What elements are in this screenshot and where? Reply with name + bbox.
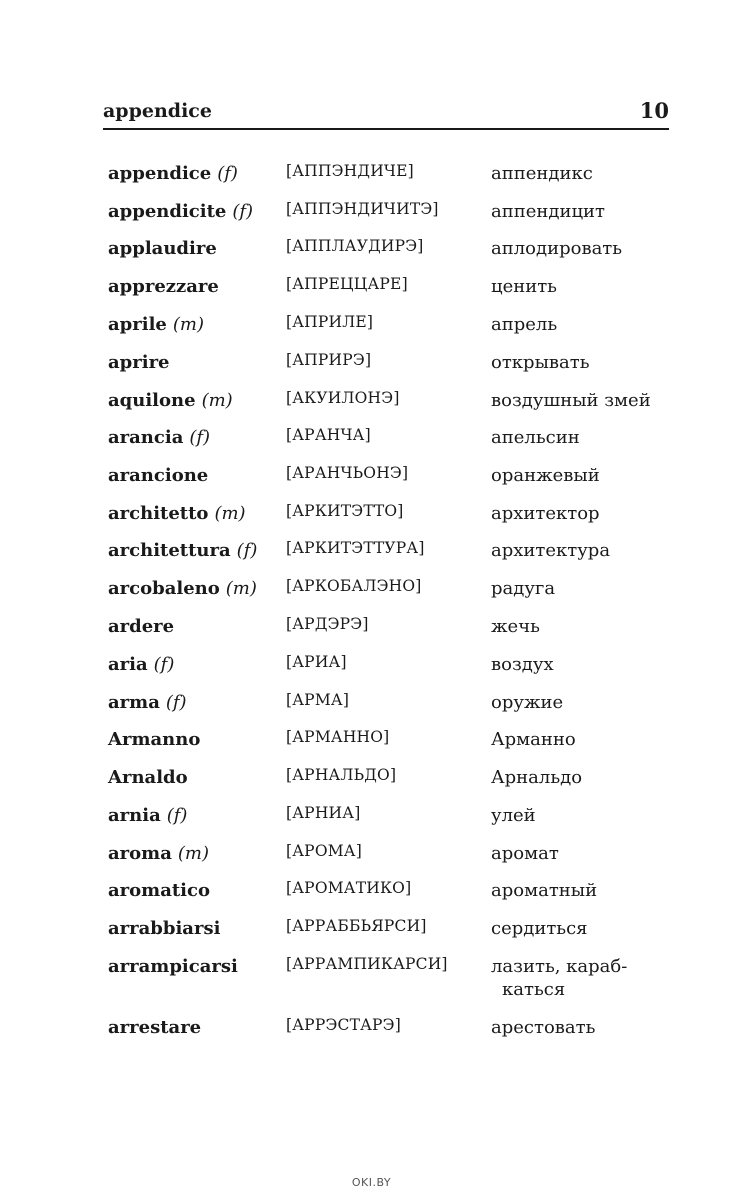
italian-headword [108, 163, 238, 184]
italian-headword [108, 843, 209, 864]
gender-marker: (m) [201, 390, 233, 411]
italian-headword [108, 352, 170, 373]
italian-headword [108, 956, 238, 977]
dictionary-entry [0, 729, 743, 767]
russian-translation [491, 352, 590, 373]
russian-translation [491, 314, 557, 335]
russian-translation [491, 880, 597, 901]
dictionary-entry [0, 427, 743, 465]
translation-line: открывать [491, 352, 590, 373]
russian-translation [491, 616, 540, 637]
headword-text: aquilone [108, 390, 196, 411]
italian-headword [108, 314, 204, 335]
italian-headword [108, 427, 210, 448]
translation-line: арестовать [491, 1017, 596, 1038]
transcription: [АРОМА] [286, 842, 362, 860]
translation-line: Арнальдо [491, 767, 583, 788]
transcription: [АРОМАТИКО] [286, 879, 412, 897]
headword-text: appendice [108, 163, 212, 184]
dictionary-entry [0, 805, 743, 843]
dictionary-entry [0, 503, 743, 541]
headword-text: aria [108, 654, 148, 675]
transcription: [АПРЕЦЦАРЕ] [286, 275, 408, 293]
italian-headword [108, 654, 174, 675]
russian-translation [491, 201, 605, 222]
translation-line: архитектор [491, 503, 600, 524]
russian-translation [491, 956, 627, 1000]
headword-text: arancione [108, 465, 209, 486]
dictionary-entry [0, 843, 743, 881]
header-word: appendice [103, 100, 212, 122]
italian-headword [108, 692, 187, 713]
russian-translation [491, 843, 559, 864]
russian-translation [491, 163, 593, 184]
dictionary-entry [0, 767, 743, 805]
italian-headword [108, 1017, 201, 1038]
headword-text: arrestare [108, 1017, 202, 1038]
headword-text: aprile [108, 314, 167, 335]
russian-translation [491, 767, 582, 788]
dictionary-entry [0, 540, 743, 578]
transcription: [АППЛАУДИРЭ] [286, 237, 424, 255]
transcription: [АРНАЛЬДО] [286, 766, 397, 784]
headword-text: arcobaleno [108, 578, 220, 599]
page-number: 10 [639, 98, 669, 123]
dictionary-entry [0, 465, 743, 503]
transcription: [АРКИТЭТТУРА] [286, 539, 425, 557]
dictionary-entry [0, 238, 743, 276]
transcription: [АРРАББЬЯРСИ] [286, 917, 427, 935]
gender-marker: (f) [189, 427, 211, 448]
russian-translation [491, 654, 554, 675]
headword-text: apprezzare [108, 276, 219, 297]
translation-line: улей [491, 805, 536, 826]
russian-translation [491, 918, 588, 939]
italian-headword [108, 918, 220, 939]
italian-headword [108, 276, 219, 297]
russian-translation [491, 578, 555, 599]
transcription: [АРКОБАЛЭНО] [286, 577, 422, 595]
russian-translation [491, 540, 610, 561]
gender-marker: (f) [232, 201, 254, 222]
italian-headword [108, 729, 200, 750]
translation-line: воздух [491, 654, 554, 675]
transcription: [АРДЭРЭ] [286, 615, 369, 633]
watermark: OKI.BY [351, 1176, 392, 1189]
transcription: [АРАНЧЬОНЭ] [286, 464, 409, 482]
translation-line: оружие [491, 692, 564, 713]
gender-marker: (m) [225, 578, 257, 599]
headword-text: applaudire [108, 238, 217, 259]
italian-headword [108, 767, 188, 788]
gender-marker: (m) [172, 314, 204, 335]
dictionary-entry [0, 163, 743, 201]
headword-text: aromatico [108, 880, 210, 901]
italian-headword [108, 616, 174, 637]
transcription: [АПРИРЭ] [286, 351, 372, 369]
italian-headword [108, 503, 246, 524]
transcription: [АКУИЛОНЭ] [286, 389, 400, 407]
transcription: [АРРЭСТАРЭ] [286, 1016, 401, 1034]
transcription: [АРАНЧА] [286, 426, 371, 444]
headword-text: architettura [108, 540, 231, 561]
transcription: [АРНИА] [286, 804, 361, 822]
translation-line: лазить, караб- [491, 956, 628, 977]
translation-line: Арманно [491, 729, 576, 750]
dictionary-entry [0, 578, 743, 616]
dictionary-entry [0, 692, 743, 730]
translation-line: жечь [491, 616, 540, 637]
russian-translation [491, 805, 536, 826]
gender-marker: (f) [165, 692, 187, 713]
dictionary-entry [0, 352, 743, 390]
translation-line-continued: каться [502, 979, 566, 1000]
dictionary-entry [0, 276, 743, 314]
headword-text: ardere [108, 616, 175, 637]
translation-line: аплодировать [491, 238, 623, 259]
dictionary-entry [0, 956, 743, 1018]
italian-headword [108, 540, 257, 561]
italian-headword [108, 201, 253, 222]
translation-line: радуга [491, 578, 556, 599]
transcription: [АПРИЛЕ] [286, 313, 374, 331]
russian-translation [491, 465, 600, 486]
translation-line: архитектура [491, 540, 611, 561]
headword-text: arrabbiarsi [108, 918, 221, 939]
transcription: [АППЭНДИЧЕ] [286, 162, 414, 180]
transcription: [АРРАМПИКАРСИ] [286, 955, 448, 973]
gender-marker: (f) [166, 805, 188, 826]
russian-translation [491, 390, 651, 411]
headword-text: arrampicarsi [108, 956, 238, 977]
headword-text: appendicite [108, 201, 227, 222]
headword-text: Arnaldo [108, 767, 188, 788]
headword-text: architetto [108, 503, 209, 524]
dictionary-entry [0, 918, 743, 956]
headword-text: aroma [108, 843, 172, 864]
gender-marker: (m) [177, 843, 209, 864]
italian-headword [108, 880, 210, 901]
dictionary-entry [0, 654, 743, 692]
transcription: [АРИА] [286, 653, 347, 671]
russian-translation [491, 1017, 595, 1038]
transcription: [АРМА] [286, 691, 350, 709]
headword-text: arancia [108, 427, 184, 448]
translation-line: сердиться [491, 918, 588, 939]
translation-line: ароматный [491, 880, 598, 901]
russian-translation [491, 692, 563, 713]
gender-marker: (f) [153, 654, 175, 675]
transcription: [АРМАННО] [286, 728, 390, 746]
translation-line: аппендикс [491, 163, 593, 184]
russian-translation [491, 503, 600, 524]
translation-line: воздушный змей [491, 390, 651, 411]
russian-translation [491, 729, 576, 750]
headword-text: arnia [108, 805, 161, 826]
headword-text: arma [108, 692, 160, 713]
translation-line: оранжевый [491, 465, 600, 486]
translation-line: апельсин [491, 427, 580, 448]
translation-line: аппендицит [491, 201, 605, 222]
dictionary-entry [0, 201, 743, 239]
dictionary-entry [0, 880, 743, 918]
dictionary-entry [0, 314, 743, 352]
italian-headword [108, 390, 233, 411]
dictionary-entry [0, 390, 743, 428]
translation-line: ценить [491, 276, 557, 297]
gender-marker: (f) [236, 540, 258, 561]
translation-line: апрель [491, 314, 558, 335]
headword-text: Armanno [108, 729, 201, 750]
italian-headword [108, 465, 208, 486]
transcription: [АРКИТЭТТО] [286, 502, 404, 520]
russian-translation [491, 427, 580, 448]
italian-headword [108, 238, 217, 259]
gender-marker: (f) [217, 163, 238, 184]
dictionary-entry [0, 1017, 743, 1055]
translation-line: аромат [491, 843, 559, 864]
italian-headword [108, 578, 257, 599]
dictionary-entry [0, 616, 743, 654]
transcription: [АППЭНДИЧИТЭ] [286, 200, 439, 218]
russian-translation [491, 276, 557, 297]
italian-headword [108, 805, 187, 826]
headword-text: aprire [108, 352, 170, 373]
russian-translation [491, 238, 622, 259]
gender-marker: (m) [214, 503, 246, 524]
